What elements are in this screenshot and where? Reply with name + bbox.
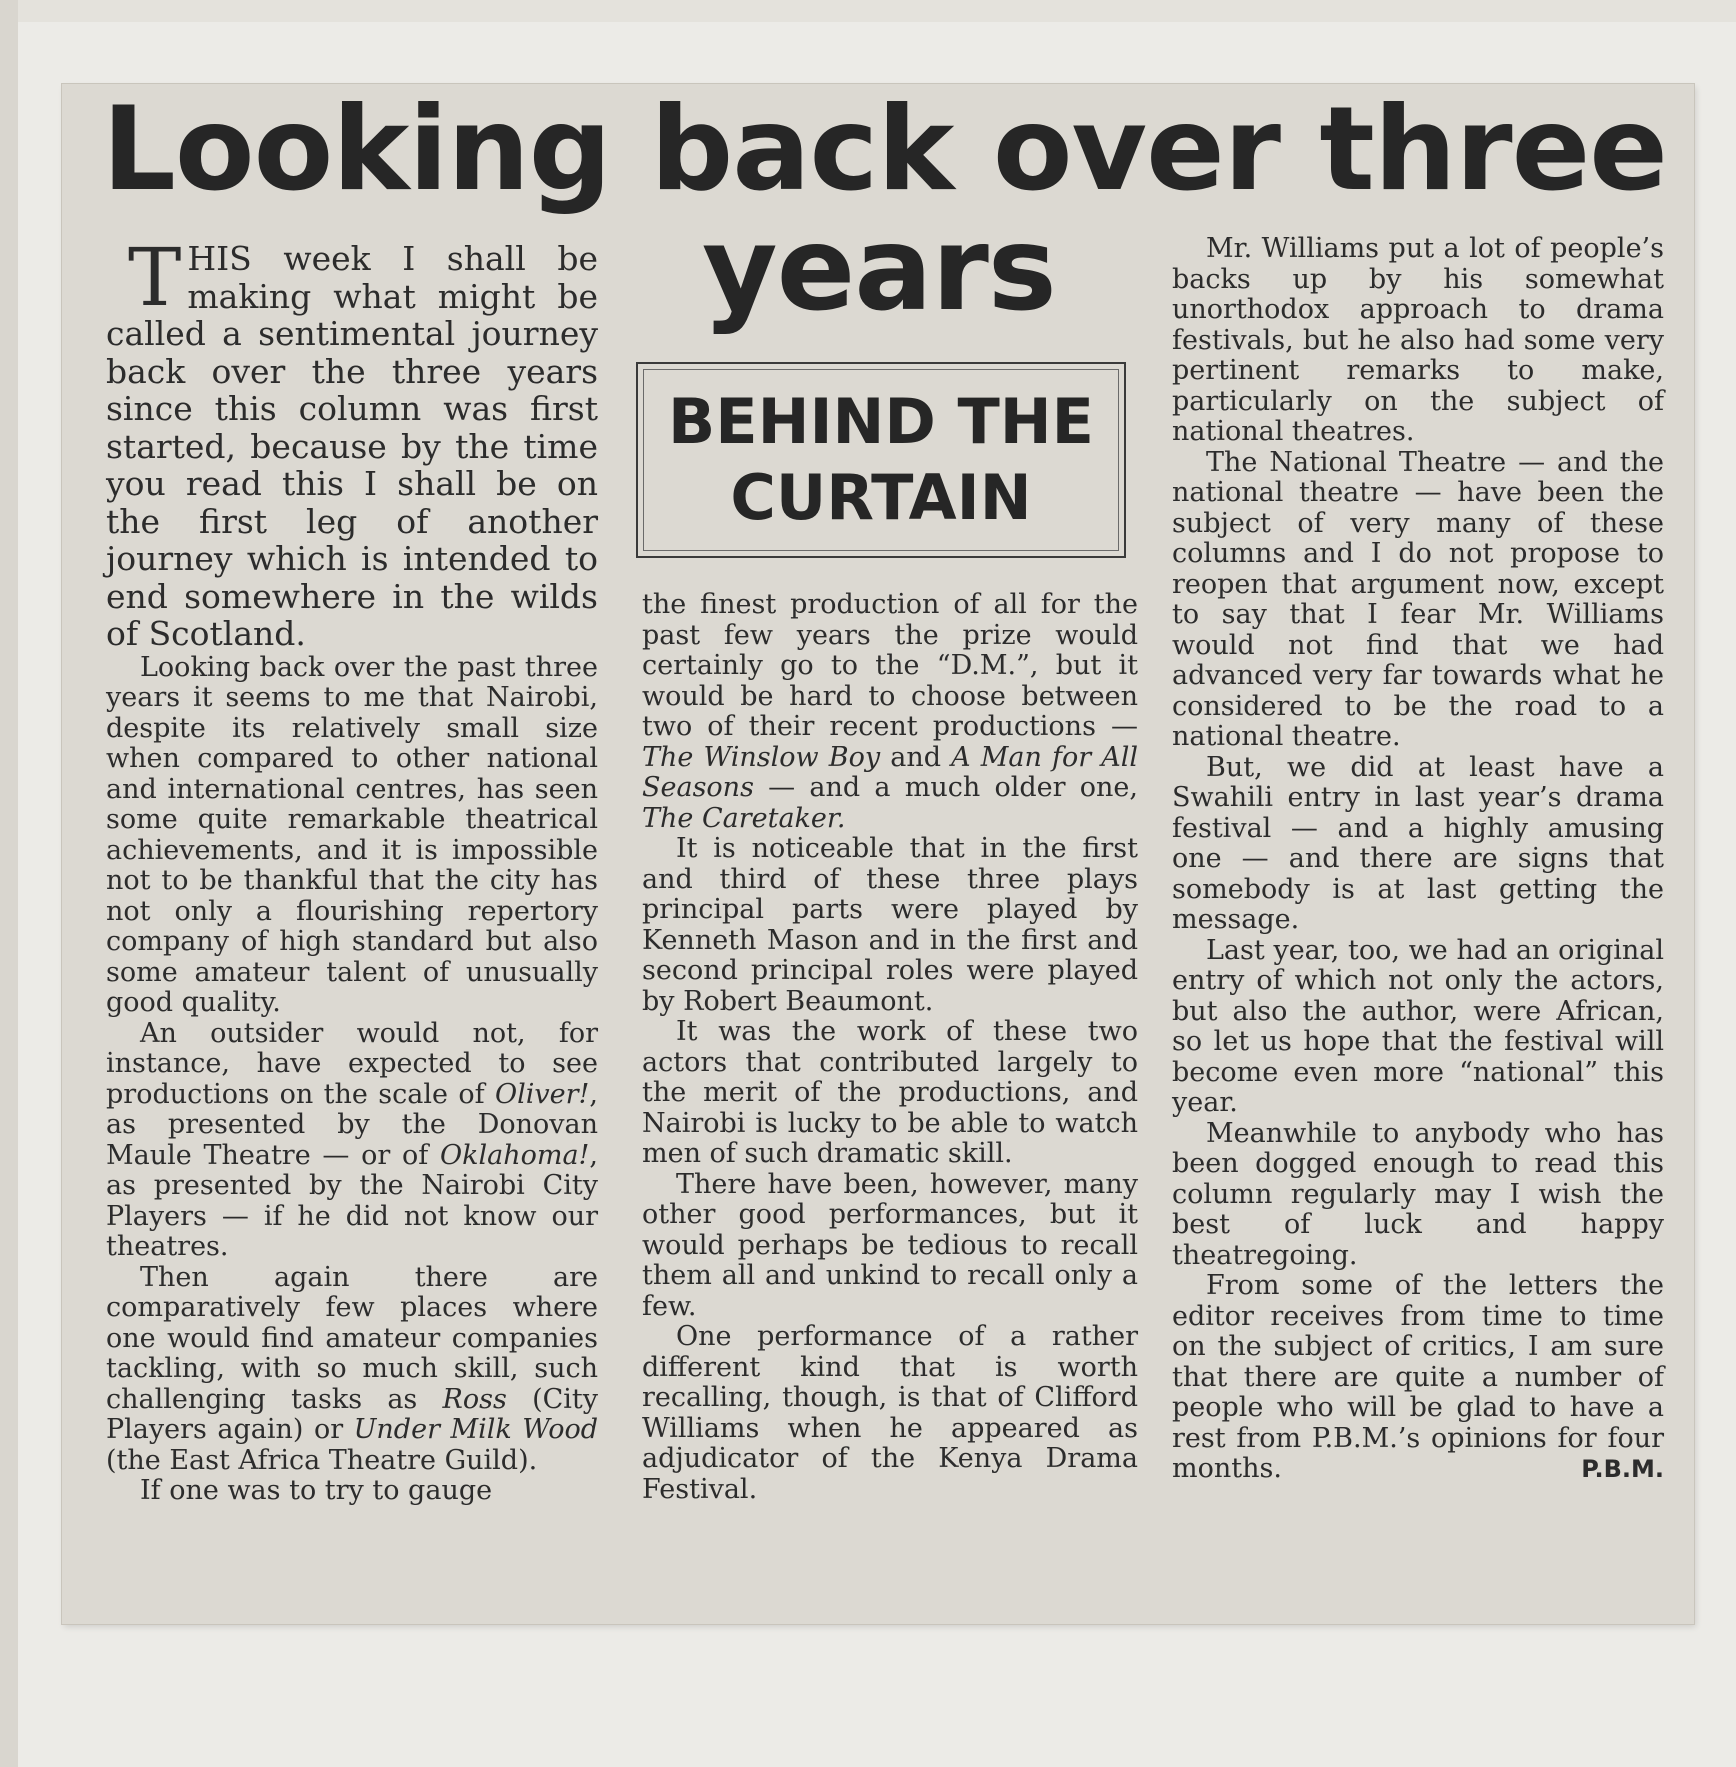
paragraph: It is noticeable that in the first and third of these three plays principal parts were played by Kenneth Mason and in the first and second principal roles were played by Robert Beaumont. bbox=[642, 833, 1138, 1017]
article-column-1 bbox=[106, 231, 598, 1507]
paragraph: But, we did at least have a Swahili entry in last year’s drama festival — and a highly amusing one — and there are signs that somebody is at last getting the message. bbox=[1172, 751, 1664, 935]
headline-line-1: Looking back over three bbox=[102, 82, 1667, 217]
author-signature: P.B.M. bbox=[1581, 1455, 1664, 1483]
text-run: (the East Africa Theatre Guild). bbox=[106, 1444, 538, 1476]
paragraph: If one was to try to gauge bbox=[140, 1475, 493, 1506]
text-run: the finest production of all for the past few years the prize would certainly go to the “D.M.”, but it would be hard to choose between two of their recent productions — bbox=[642, 589, 1138, 742]
text-run: An outsider would not, for instance, have expected to see productions on the scale of bbox=[106, 1017, 598, 1110]
text-run: Then again there are comparatively few places where one would find amateur companies tackling, with so much skill, such challenging tasks as bbox=[106, 1261, 598, 1415]
paragraph: Mr. Williams put a lot of people’s backs up by his somewhat unorthodox approach to drama festivals, but he also had some very pertinent remarks to make, particularly on the subject of national theatres. bbox=[1172, 233, 1664, 447]
text-run: and bbox=[880, 741, 952, 773]
title-oklahoma: Oklahoma! bbox=[439, 1139, 590, 1171]
title-winslow-boy: The Winslow Boy bbox=[642, 741, 881, 773]
title-ross: Ross bbox=[442, 1383, 507, 1415]
paragraph bbox=[106, 1263, 598, 1477]
paragraph: The National Theatre — and the national theatre — have been the subject of very many of these columns and I do not propose to reopen that argument now, except to say that I fear Mr. Williams would not find that we had advanced very far towards what he considered to be the road to a national theatre. bbox=[1172, 446, 1664, 752]
paragraph: Meanwhile to anybody who has been dogged enough to read this column regularly may I wish the best of luck and happy theatregoing. bbox=[1172, 1117, 1664, 1271]
section-title-line-2: CURTAIN bbox=[730, 461, 1032, 534]
paragraph: It was the work of these two actors that contributed largely to the merit of the productions, and Nairobi is lucky to be able to watch men of such dramatic skill. bbox=[642, 1016, 1138, 1169]
title-man-for-all-seasons: A Man for All Seasons bbox=[642, 741, 1138, 803]
behind-the-curtain-box bbox=[636, 362, 1126, 558]
paragraph: Last year, too, we had an original entry of which not only the actors, but also the author, were African, so let us hope that the festival will become even more “national” this year. bbox=[1172, 934, 1664, 1118]
text-run: , as presented by the Donovan Maule Theatre — or of bbox=[106, 1078, 598, 1171]
backdrop-left-edge bbox=[0, 0, 18, 1767]
lead-paragraph bbox=[106, 231, 598, 653]
text-run: (City Players again) or bbox=[106, 1383, 598, 1445]
drop-cap: T bbox=[128, 231, 182, 324]
backdrop-top-edge bbox=[0, 0, 1736, 22]
title-oliver: Oliver! bbox=[495, 1078, 590, 1110]
paragraph bbox=[642, 590, 1138, 834]
text-run: , as presented by the Nairobi City Players — if he did not know our theatres. bbox=[106, 1139, 598, 1262]
article-column-2 bbox=[642, 590, 1138, 1505]
paragraph: One performance of a rather different kind that is worth recalling, though, is that of Clifford Williams when he appeared as adjudicator of the Kenya Drama Festival. bbox=[642, 1321, 1138, 1505]
section-title bbox=[661, 384, 1101, 536]
newspaper-clipping bbox=[62, 84, 1694, 1624]
paragraph bbox=[106, 1019, 598, 1263]
lead-text: HIS week I shall be making what might be called a sentimental journey back over the three years since this column was first started, because by the time you read this I shall be on the first leg of another journey which is intended to end somewhere in the wilds of Scotland. bbox=[106, 239, 598, 653]
title-under-milk-wood: Under Milk Wood bbox=[353, 1414, 598, 1445]
text-run: From some of the letters the editor receives from time to time on the subject of critics, I am sure that there are quite a number of people who will be glad to have a rest from P.B.M.’s opinions for four months. bbox=[1172, 1270, 1664, 1484]
headline-line-2: years bbox=[702, 202, 1056, 337]
section-title-line-1: BEHIND THE bbox=[667, 385, 1095, 458]
title-caretaker: The Caretaker. bbox=[642, 802, 846, 834]
paragraph: There have been, however, many other good performances, but it would perhaps be tedious to recall them all and unkind to recall only a few. bbox=[642, 1168, 1138, 1322]
paragraph: Looking back over the past three years it seems to me that Nairobi, despite its relatively small size when compared to other national and international centres, has seen some quite remarkable theatrical achievements, and it is impossible not to be thankful that the city has not only a flourishing repertory company of high standard but also some amateur talent of unusually good quality. bbox=[106, 651, 598, 1018]
paragraph bbox=[1172, 1271, 1664, 1485]
text-run: — and a much older one, bbox=[753, 772, 1138, 803]
article-column-3 bbox=[1172, 234, 1664, 1485]
